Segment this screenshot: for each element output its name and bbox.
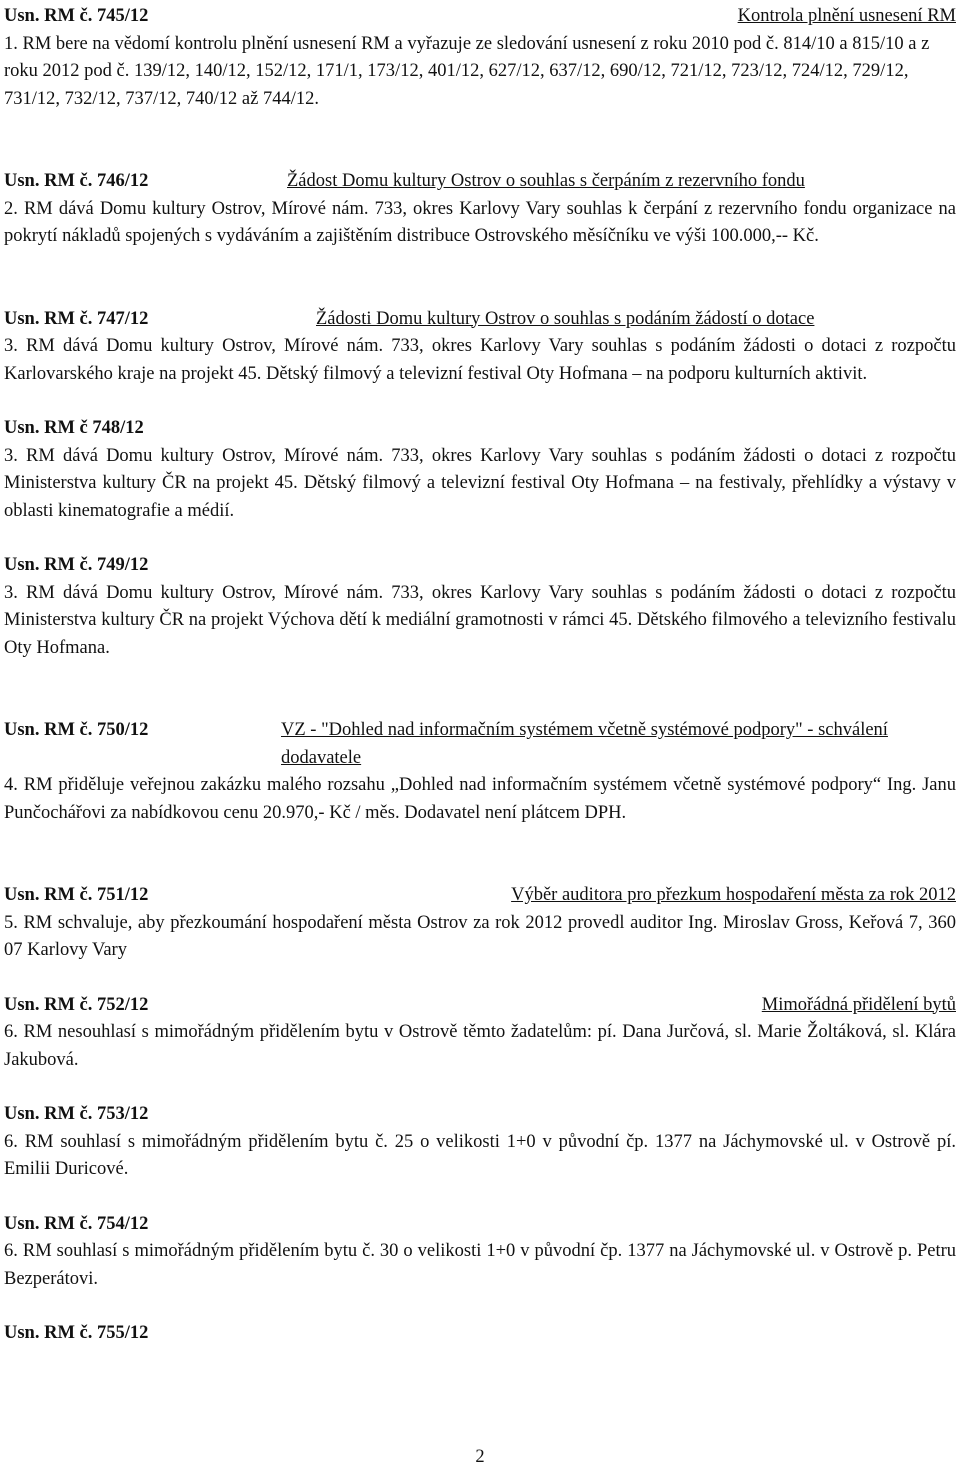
resolution-header — [4, 1101, 956, 1129]
resolution-755 — [4, 1320, 956, 1348]
resolution-number: Usn. RM č. 750/12 — [4, 720, 149, 740]
resolution-title: Mimořádná přidělení bytů — [761, 994, 956, 1015]
resolution-title: Žádosti Domu kultury Ostrov o souhlas s podáním žádostí o dotace — [316, 308, 815, 329]
resolution-header — [4, 882, 956, 910]
resolution-745 — [4, 3, 956, 113]
resolution-750 — [4, 717, 956, 827]
resolution-title: Žádost Domu kultury Ostrov o souhlas s čerpáním z rezervního fondu — [287, 171, 805, 191]
resolution-header — [4, 168, 956, 196]
resolution-number: Usn. RM č. 746/12 — [4, 171, 149, 191]
resolution-number: Usn. RM č. 745/12 — [4, 6, 149, 26]
resolution-number: Usn. RM č. 752/12 — [4, 994, 149, 1015]
resolution-header — [4, 1320, 956, 1348]
resolution-text: 3. RM dává Domu kultury Ostrov, Mírové nám. 733, okres Karlovy Vary souhlas s podáním žádosti o dotaci z rozpočtu Ministerstva kultury ČR na projekt Výchova dětí k mediální gramotnosti v rámci 45. Dětského filmového a televizního festivalu Oty Hofmana. — [4, 582, 956, 658]
resolution-header — [4, 415, 956, 443]
resolution-749 — [4, 552, 956, 662]
resolution-header — [4, 3, 956, 31]
resolution-number: Usn. RM č. 754/12 — [4, 1213, 149, 1234]
resolution-text: 3. RM dává Domu kultury Ostrov, Mírové nám. 733, okres Karlovy Vary souhlas s podáním žádosti o dotaci z rozpočtu Karlovarského kraje na projekt 45. Dětský filmový a televizní festival Oty Hofmana – na podporu kulturních aktivit. — [4, 336, 956, 384]
resolution-751 — [4, 882, 956, 965]
resolution-752 — [4, 992, 956, 1075]
resolution-number: Usn. RM č. 753/12 — [4, 1104, 149, 1124]
resolution-number: Usn. RM č. 751/12 — [4, 885, 149, 905]
resolution-text: 2. RM dává Domu kultury Ostrov, Mírové nám. 733, okres Karlovy Vary souhlas k čerpání z rezervního fondu organizace na pokrytí nákladů spojených s vydáváním a zajištěním distribuce Ostrovského měsíčníku ve výši 100.000,-- Kč. — [4, 198, 956, 246]
resolution-number: Usn. RM č. 749/12 — [4, 555, 149, 575]
resolution-754 — [4, 1211, 956, 1294]
resolution-number: Usn. RM č. 747/12 — [4, 308, 149, 329]
resolution-text: 5. RM schvaluje, aby přezkoumání hospodaření města Ostrov za rok 2012 provedl auditor Ing. Miroslav Gross, Keřová 7, 360 07 Karlovy Vary — [4, 912, 956, 960]
resolution-header — [4, 552, 956, 580]
page-content — [4, 3, 956, 1348]
resolution-747 — [4, 306, 956, 389]
resolution-title: Kontrola plnění usnesení RM — [737, 6, 956, 26]
resolution-753 — [4, 1101, 956, 1184]
resolution-header — [4, 1211, 956, 1239]
resolution-title: VZ - "Dohled nad informačním systémem včetně systémové podpory" - schválení dodavatele — [281, 720, 888, 768]
resolution-text: 1. RM bere na vědomí kontrolu plnění usnesení RM a vyřazuje ze sledování usnesení z roku 2010 pod č. 814/10 a 815/10 a z roku 2012 pod č. 139/12, 140/12, 152/12, 171/1, 173/12, 401/12, 627/12, 637/12, 690/12, 721/12, 723/12, 724/12, 729/12, 731/12, 732/12, 737/12, 740/12 až 744/12. — [4, 33, 930, 109]
resolution-number: Usn. RM č. 755/12 — [4, 1323, 149, 1343]
resolution-748 — [4, 415, 956, 525]
resolution-header — [4, 717, 956, 772]
resolution-header — [4, 306, 956, 334]
resolution-text: 6. RM souhlasí s mimořádným přidělením bytu č. 25 o velikosti 1+0 v původní čp. 1377 na Jáchymovské ul. v Ostrově pí. Emilii Duricové. — [4, 1131, 956, 1179]
resolution-number: Usn. RM č 748/12 — [4, 418, 144, 438]
resolution-text: 4. RM přiděluje veřejnou zakázku malého rozsahu „Dohled nad informačním systémem včetně systémové podpory“ Ing. Janu Punčochářovi za nabídkovou cenu 20.970,- Kč / měs. Dodavatel není plátcem DPH. — [4, 775, 956, 823]
resolution-header — [4, 992, 956, 1020]
resolution-title: Výběr auditora pro přezkum hospodaření města za rok 2012 — [511, 885, 956, 905]
resolution-text: 6. RM nesouhlasí s mimořádným přidělením bytu v Ostrově těmto žadatelům: pí. Dana Jurčová, sl. Marie Žoltáková, sl. Klára Jakubová. — [4, 1022, 956, 1070]
resolution-text: 6. RM souhlasí s mimořádným přidělením bytu č. 30 o velikosti 1+0 v původní čp. 1377 na Jáchymovské ul. v Ostrově p. Petru Bezperátovi. — [4, 1241, 956, 1289]
resolution-text: 3. RM dává Domu kultury Ostrov, Mírové nám. 733, okres Karlovy Vary souhlas s podáním žádosti o dotaci z rozpočtu Ministerstva kultury ČR na projekt 45. Dětský filmový a televizní festival Oty Hofmana – na festivaly, přehlídky a výstavy v oblasti kinematografie a médií. — [4, 445, 956, 521]
page-number: 2 — [475, 1447, 485, 1467]
resolution-746 — [4, 168, 956, 251]
